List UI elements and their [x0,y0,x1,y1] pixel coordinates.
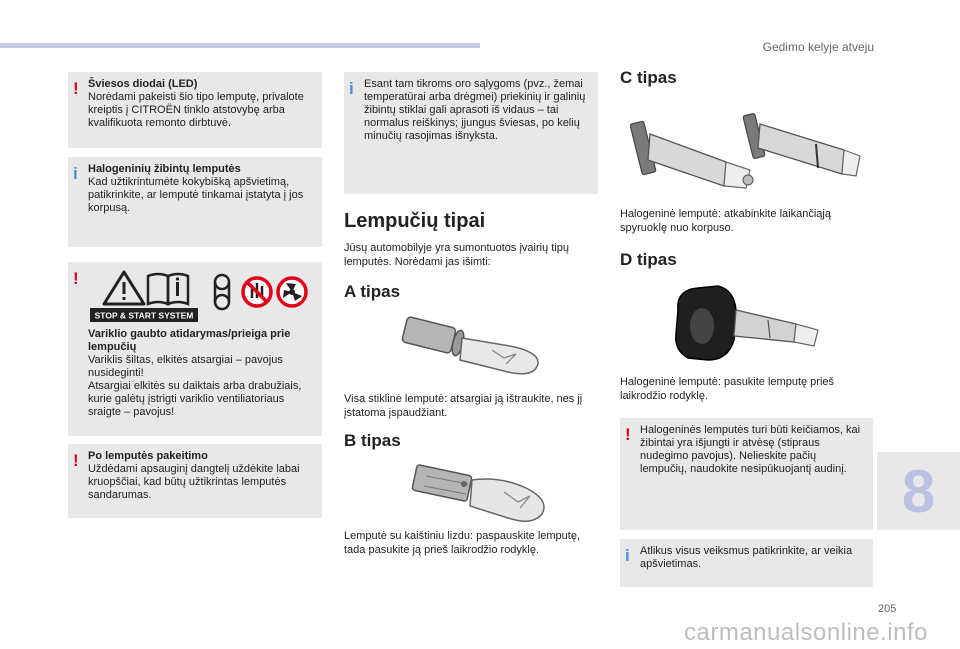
note-text: Norėdami pakeisti šio tipo lemputę, privalote kreiptis į CITROËN tinklo atstovybę arba kvalifikuota remonto dirbtuvė. [88,91,304,129]
section-title: Lempučių tipai [344,210,486,232]
note-title: Šviesos diodai (LED) [88,78,198,90]
warning-icon: ! [73,79,79,98]
note-halogen-change [620,418,873,530]
info-icon: i [349,79,354,98]
note-led [68,72,322,148]
type-d-title: D tipas [620,250,677,269]
stop-start-label: STOP & START SYSTEM [94,310,194,321]
note-text: Esant tam tikroms oro sąlygoms (pvz., žemai temperatūrai arba drėgmei) priekinių ir galinių žibintų stiklai gali aprasoti iš vidaus – tai normalus reiškinys; įjungus šviesas, po kelių minučių rasojimas išnyksta. [364,78,586,142]
note-title: Halogeninių žibintų lemputės [88,163,241,175]
section-header: Gedimo kelyje atveju [762,40,874,54]
top-accent-bar [0,43,480,48]
note-weather [344,72,598,194]
note-text: Kad užtikrintumėte kokybišką apšvietimą, patikrinkite, ar lemputė tinkamai įstatyta į jos korpusą. [88,176,304,214]
note-title: Variklio gaubto atidarymas/prieiga prie lempučių [88,328,291,353]
type-a-title: A tipas [344,282,401,301]
info-icon: i [625,546,630,565]
bulb-type-b-illustration [408,458,558,526]
warning-icon: ! [73,269,79,288]
warning-icon: ! [625,425,631,444]
intro-text: Jūsų automobilyje yra sumontuotos įvairių tipų lemputės. Norėdami jas išimti: [344,242,570,268]
type-c-text: Halogeninė lemputė: atkabinkite laikančiąją spyruoklę nuo korpuso. [620,208,831,234]
type-b-text: Lemputė su kaištiniu lizdu: paspauskite lemputę, tada pasukite ją prieš laikrodžio rodyklę. [344,530,581,556]
bulb-type-c-illustration [630,104,870,200]
fan-hazard-icon [278,278,306,306]
type-d-text: Halogeninė lemputė: pasukite lemputę prieš laikrodžio rodyklę. [620,376,835,402]
type-b-title: B tipas [344,431,401,450]
note-check [620,539,873,587]
bulb-type-d-illustration [668,280,838,366]
note-halogen [68,157,322,247]
watermark: carmanualsonline.info [684,619,928,646]
type-c-title: C tipas [620,68,677,87]
note-text: Variklis šiltas, elkitės atsargiai – pavojus nusideginti! Atsargiai elkitės su daiktais arba drabužiais, kurie galėtų įstrigti variklio ventiliatoriaus sraigte – pavojus! [88,354,302,418]
note-text: Halogeninės lemputės turi būti keičiamos, kai žibintai yra išjungti ir atvėsę (stipraus nudegimo pavojus). Nelieskite pačių lempučių, naudokite nesipūkuojantį audinį. [640,424,861,475]
note-text: Uždėdami apsauginį dangtelį uždėkite labai kruopščiai, kad būtų užtikrintas lemputės sandarumas. [88,463,300,501]
no-hands-icon [243,278,271,306]
type-a-text: Visa stiklinė lemputė: atsargiai ją ištraukite, nes jį įstatoma įspaudžiant. [344,393,583,419]
page-number: 205 [878,603,897,615]
note-text: Atlikus visus veiksmus patikrinkite, ar veikia apšvietimas. [640,545,853,570]
hood-safety-pictograms [90,268,310,324]
note-title: Po lemputės pakeitimo [88,450,208,462]
note-after [68,444,322,518]
bulb-type-a-illustration [400,308,550,384]
chapter-tab: 8 [877,452,960,530]
info-icon: i [73,164,78,183]
warning-icon: ! [73,451,79,470]
